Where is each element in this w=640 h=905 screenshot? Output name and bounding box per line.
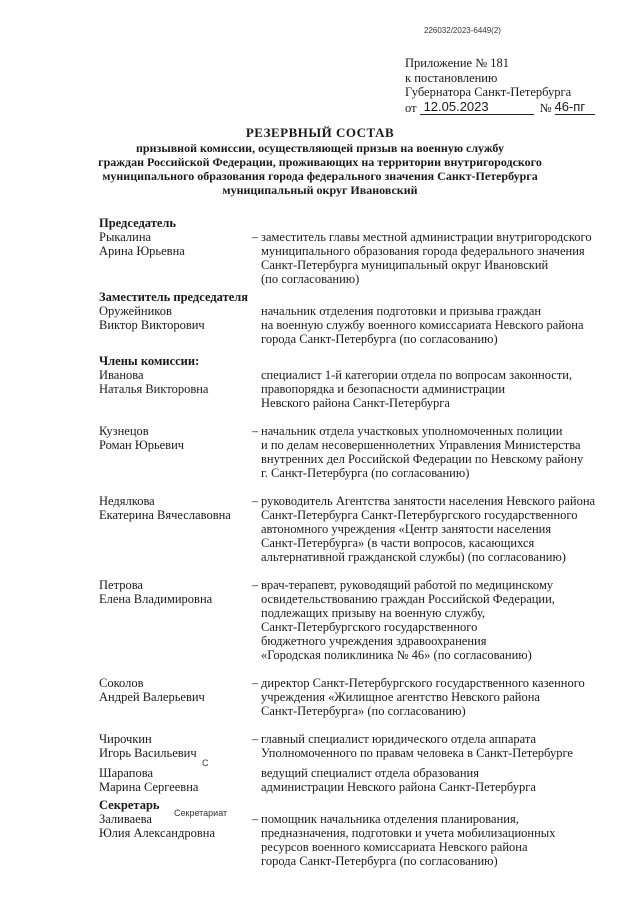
- person-row-secretary: [99, 812, 619, 868]
- person-name: Шарапова Марина Сергеевна: [99, 766, 199, 794]
- person-row-member: [99, 732, 619, 760]
- dash: –: [251, 732, 259, 746]
- person-position: ведущий специалист отдела образования администрации Невского района Санкт-Петербурга: [261, 766, 536, 794]
- document-heading: [60, 124, 580, 197]
- person-position: начальник отдела участковых уполномоченных полиции и по делам несовершеннолетних Управления Министерства внутренних дел Российской Федерации по Невскому району г. Санкт-Петербурга (по согласованию): [261, 424, 584, 480]
- spacer: [99, 564, 619, 578]
- person-position: специалист 1-й категории отдела по вопросам законности, правопорядка и безопасности администрации Невского района Санкт-Петербурга: [261, 368, 573, 410]
- section-deputy: Заместитель председателя: [99, 290, 249, 304]
- appendix-number: 46-пг: [555, 100, 595, 116]
- spacer: [99, 662, 619, 676]
- section-secretary: Секретарь: [99, 798, 160, 812]
- person-row-member: [99, 494, 619, 564]
- dash: [249, 766, 261, 794]
- person-position: главный специалист юридического отдела аппарата Уполномоченного по правам человека в Санкт-Петербурге: [261, 732, 573, 760]
- dash: –: [251, 676, 259, 690]
- stamp-secretariat: Секретариат: [174, 808, 228, 818]
- person-name: Соколов Андрей Валерьевич: [99, 676, 205, 704]
- date-prefix: от: [405, 100, 417, 115]
- dash: [249, 304, 261, 346]
- dash: –: [251, 494, 259, 508]
- person-position: руководитель Агентства занятости населения Невского района Санкт-Петербурга Санкт-Петербургского государственного автономного учреждения «Центр занятости населения Санкт-Петербурга» (в части вопросов, касающихся альтернативной гражданской службы) (по согласованию): [261, 494, 596, 564]
- heading-line-2: граждан Российской Федерации, проживающих на территории внутригородского: [98, 155, 542, 169]
- person-row-member: [99, 424, 619, 480]
- person-position: заместитель главы местной администрации внутригородского муниципального образования города федерального значения Санкт-Петербурга муниципальный округ Ивановский (по согласованию): [261, 230, 592, 286]
- person-row-member: [99, 766, 619, 794]
- dash: –: [251, 424, 259, 438]
- stamp-c-mark: С: [202, 758, 209, 768]
- dash: [249, 368, 261, 410]
- section-chair: Председатель: [99, 216, 177, 230]
- dash: –: [251, 230, 259, 244]
- person-name: Недялкова Екатерина Вячеславовна: [99, 494, 231, 522]
- person-name: Рыкалина Арина Юрьевна: [99, 230, 185, 258]
- appendix-date: 12.05.2023: [420, 100, 534, 116]
- appendix-date-row: [405, 100, 625, 116]
- person-row-member: [99, 676, 619, 718]
- person-row-deputy: [99, 304, 619, 346]
- person-name: Заливаева Юлия Александровна: [99, 812, 215, 840]
- number-prefix: №: [539, 100, 552, 115]
- person-row-member: [99, 368, 619, 410]
- person-name: Петрова Елена Владимировна: [99, 578, 213, 606]
- dash: –: [251, 812, 259, 826]
- appendix-line-3: Губернатора Санкт-Петербурга: [405, 85, 572, 99]
- person-name: Кузнецов Роман Юрьевич: [99, 424, 185, 452]
- appendix-line-2: к постановлению: [405, 70, 498, 85]
- appendix-line-1: Приложение № 181: [405, 56, 510, 70]
- person-row-member: [99, 578, 619, 662]
- spacer: [99, 410, 619, 424]
- person-position: врач-терапевт, руководящий работой по медицинскому освидетельствованию граждан Российской Федерации, подлежащих призыву на военную службу, Санкт-Петербургского государственного бюджетного учреждения здравоохранения «Городская поликлиника № 46» (по согласованию): [261, 578, 555, 662]
- person-position: директор Санкт-Петербургского государственного казенного учреждения «Жилищное агентство Невского района Санкт-Петербурга» (по согласованию): [261, 676, 585, 718]
- person-position: помощник начальника отделения планирования, предназначения, подготовки и учета мобилизационных ресурсов военного комиссариата Невского района города Санкт-Петербурга (по согласованию): [261, 812, 556, 868]
- commission-list: [99, 216, 619, 868]
- dash: –: [251, 578, 259, 592]
- appendix-block: [405, 56, 625, 115]
- spacer: [99, 480, 619, 494]
- heading-line-4: муниципальный округ Ивановский: [222, 183, 418, 197]
- spacer: [99, 718, 619, 732]
- heading-title: РЕЗЕРВНЫЙ СОСТАВ: [245, 125, 395, 140]
- person-row-chair: [99, 230, 619, 286]
- person-name: Чирочкин Игорь Васильевич: [99, 732, 197, 760]
- person-position: начальник отделения подготовки и призыва граждан на военную службу военного комиссариата Невского района города Санкт-Петербурга (по согласованию): [261, 304, 584, 346]
- person-name: Иванова Наталья Викторовна: [99, 368, 209, 396]
- heading-line-3: муниципального образования города федерального значения Санкт-Петербурга: [102, 169, 538, 183]
- person-name: Оружейников Виктор Викторович: [99, 304, 205, 332]
- section-members: Члены комиссии:: [99, 354, 200, 368]
- document-number: 226032/2023-6449(2): [424, 26, 501, 35]
- heading-line-1: призывной комиссии, осуществляющей призыв на военную службу: [136, 141, 504, 155]
